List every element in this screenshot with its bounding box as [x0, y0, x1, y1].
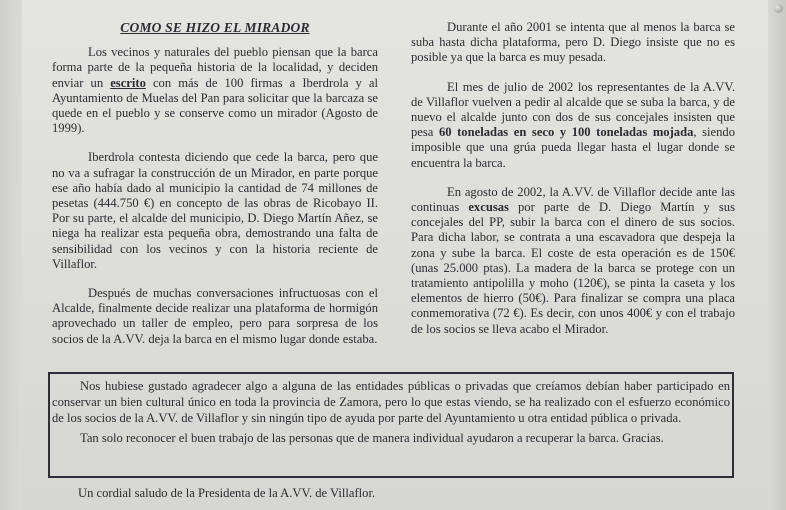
- right-p2-text-a: El mes de julio de 2002 los representantes de la A.VV. de Villaflor vuelven a pedir al alcalde que se suba la barca, y de nuevo el alcalde junto con dos de sus concejales insisten que pesa: [411, 79, 735, 140]
- right-column: [411, 20, 735, 351]
- signoff-text: Un cordial saludo de la Presidenta de la A.VV. de Villaflor.: [78, 486, 376, 500]
- right-paragraph-1: Durante el año 2001 se intenta que al menos la barca se suba hasta dicha plataforma, pero D. Diego insiste que no es posible ya que la barca es muy pesada.: [411, 20, 735, 65]
- right-p2-emphasis: 60 toneladas en seco y 100 toneladas mojada: [438, 125, 694, 140]
- right-paragraph-2: [411, 80, 735, 171]
- left-paragraph-1: [52, 45, 378, 136]
- box-paragraph-1: Nos hubiese gustado agradecer algo a alguna de las entidades públicas o privadas que creíamos debían haber participado en conservar un bien cultural único en toda la provincia de Zamora, pero lo que estas viendo, se ha realizado con el esfuerzo económico de los socios de la A.VV. de Villaflor y sin ningún tipo de ayuda por parte del Ayuntamiento u otra entidad pública o privada.: [52, 379, 730, 425]
- left-p1-text-a: Los vecinos y naturales del pueblo piensan que la barca forma parte de la pequeña historia de la localidad, y deciden enviar un: [52, 45, 378, 90]
- right-paragraph-3: [411, 185, 735, 337]
- right-p3-emphasis: excusas: [468, 200, 509, 215]
- right-p3-text-a: En agosto de 2002, la A.VV. de Villaflor decide ante las continuas: [411, 184, 735, 215]
- acknowledgement-box: [48, 372, 734, 478]
- left-p1-emphasis: escrito: [110, 75, 146, 90]
- plaque-left-edge: [0, 0, 22, 510]
- left-p1-text-b: con más de 100 firmas a Iberdrola y al Ayuntamiento de Muelas del Pan para solicitar que la barcaza se quede en el pueblo y se conserve como un mirador (Agosto de 1999).: [52, 75, 379, 136]
- left-paragraph-3: Después de muchas conversaciones infructuosas con el Alcalde, finalmente decide realizar una plataforma de hormigón aprovechado un taller de empleo, pero para sorpresa de los socios de la A.VV. deja la barca en el mismo lugar donde estaba.: [52, 286, 378, 346]
- right-p2-text-b: , siendo imposible que una grúa pueda llegar hasta el lugar donde se encuentra la barca.: [411, 125, 735, 170]
- right-p3-text-b: por parte de D. Diego Martín y sus concejales del PP, subir la barca con el dinero de sus socios. Para dicha labor, se contrata a una escavadora que despeja la zona y sube la barca. El coste de esta operación es de 150€ (unas 25.000 ptas). La madera de la barca se protege con un tratamiento antipolilla y moho (120€), se pinta la caseta y los elementos de hierro (50€). Para finalizar se compra una placa conmemorativa (72 €). Es decir, con unos 400€ y con el trabajo de los socios se lleva acabo el Mirador.: [411, 200, 735, 336]
- left-column: [52, 20, 378, 361]
- left-paragraph-2: Iberdrola contesta diciendo que cede la barca, pero que no va a sufragar la construcción de un Mirador, en parte porque ese año había dado al municipio la cantidad de 74 millones de pesetas (444.750 €) en concepto de las obras de Ricobayo II. Por su parte, el alcalde del municipio, D. Diego Martín Añez, se niega ha realizar esta pequeña obra, demostrando una falta de sensibilidad con los vecinos y con la historia reciente de Villaflor.: [52, 150, 378, 271]
- screw-icon: [774, 4, 783, 13]
- box-paragraph-2: Tan solo reconocer el buen trabajo de las personas que de manera individual ayudaron a recuperar la barca. Gracias.: [80, 431, 664, 445]
- plaque-right-edge: [768, 0, 786, 510]
- page-title: COMO SE HIZO EL MIRADOR: [120, 20, 310, 35]
